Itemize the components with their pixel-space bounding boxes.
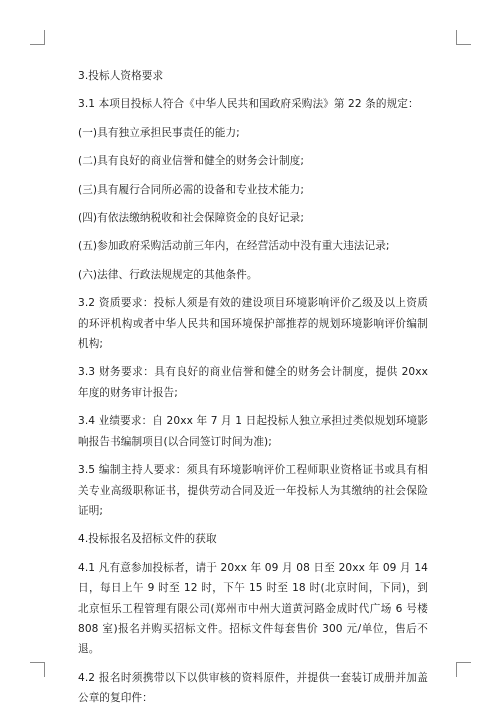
list-item-3: (三)具有履行合同所必需的设备和专业技术能力; [78, 183, 305, 196]
list-item-4: (四)有依法缴纳税收和社会保障资金的良好记录; [78, 212, 305, 225]
clause-4-2: 4.2 报名时须携带以下以供审核的资料原件，并提供一套装订成册并加盖公章的复印件： [78, 671, 428, 705]
clause-3-4: 3.4 业绩要求：自 20xx 年 7 月 1 日起投标人独立承担过类似规划环境影响报告书编制项目(以合同签订时间为准); [78, 415, 428, 448]
clause-3-1: 3.1 本项目投标人符合《中华人民共和国政府采购法》第 22 条的规定： [78, 98, 419, 111]
list-item-2: (二)具有良好的商业信誉和健全的财务会计制度; [78, 155, 305, 168]
list-item-1: (一)具有独立承担民事责任的能力; [78, 126, 240, 139]
clause-3-5: 3.5 编制主持人要求：须具有环境影响评价工程师职业资格证书或具有相关专业高级职称证书，提供劳动合同及近一年投标人为其缴纳的社会保险证明; [78, 464, 428, 517]
crop-mark-top-left [30, 30, 45, 45]
section-heading-qualifications: 3.投标人资格要求 [78, 70, 164, 82]
clause-3-2: 3.2 资质要求：投标人须是有效的建设项目环境影响评价乙级及以上资质的环评机构或者中华人民共和国环境保护部推荐的规划环境影响评价编制机构; [78, 297, 428, 351]
section-heading-registration: 4.投标报名及招标文件的获取 [78, 533, 217, 546]
clause-3-3: 3.3 财务要求：具有良好的商业信誉和健全的财务会计制度，提供 20xx 年度的财务审计报告; [78, 366, 428, 399]
crop-mark-bottom-right [456, 662, 471, 677]
crop-mark-bottom-left [30, 662, 45, 677]
clause-4-1: 4.1 凡有意参加投标者，请于 20xx 年 09 月 08 日至 20xx 年 09 月 14 日，每日上午 9 时至 12 时，下午 15 时至 18 时(北京时间，下同)，到北京恒乐工程管理有限公司(郑州市中州大道黄河路金成时代广场 6 号楼 808 室)报名并购买招标文件。招标文件每套售价 300 元/单位，售后不退。 [78, 561, 428, 656]
list-item-5: (五)参加政府采购活动前三年内，在经营活动中没有重大违法记录; [78, 240, 390, 253]
crop-mark-top-right [456, 30, 471, 45]
document-body [78, 66, 428, 717]
list-item-6: (六)法律、行政法规规定的其他条件。 [78, 268, 258, 281]
